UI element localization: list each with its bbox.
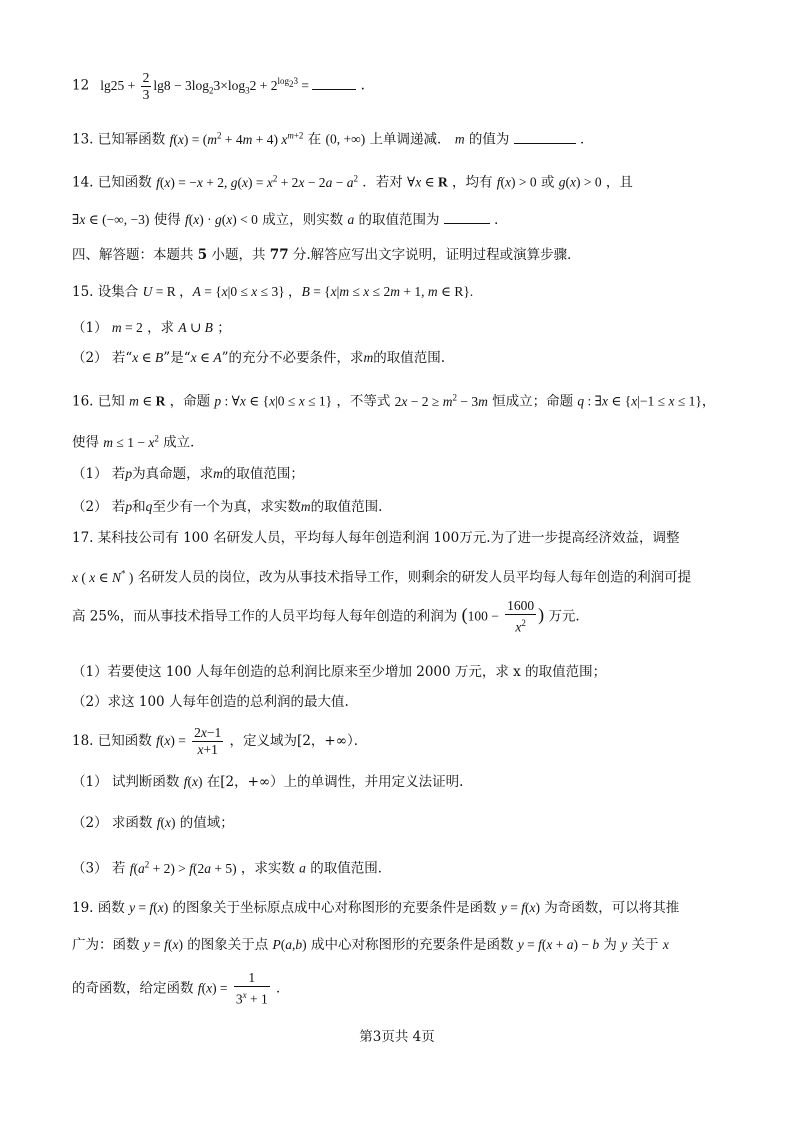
question-17-part1: （1）若要使这 100 人每年创造的总利润比原来至少增加 2000 万元，求 x 的取值范围； bbox=[72, 664, 607, 680]
question-15: 15. 设集合 U = R ，A = {x|0 ≤ x ≤ 3} ，B = {x|m ≤ x ≤ 2m + 1, m ∈ R}. bbox=[72, 284, 474, 300]
question-12: 12 lg25 + $\frac{2}{3}$ $\lg 8 - 3\log_23\times\log_32 + 2^{log_23}$ = . bbox=[72, 70, 365, 102]
question-19-line3: 的奇函数，给定函数 f(x) = $\frac{1}{3^x + 1}$ ． bbox=[72, 970, 290, 1007]
question-14-line2: ∃x ∈ (−∞, −3) 使得 f(x) · g(x) < 0 成立，则实数 a 的取值范围为 ． bbox=[72, 212, 508, 228]
question-16-part2: （2） 若p和q至少有一个为真，求实数m的取值范围. bbox=[72, 499, 383, 515]
question-17-line1: 17. 某科技公司有 100 名研发人员，平均每人每年创造利润 100万元.为了进一步提高经济效益，调整 bbox=[72, 530, 680, 546]
question-16-part1: （1） 若p为真命题，求m的取值范围； bbox=[72, 466, 304, 482]
q13-function: $f(x) = (m^2 + 4m + 4)$ $x^{m+2}$ bbox=[169, 130, 304, 147]
page-footer: 第3页共 4页 bbox=[359, 1029, 435, 1045]
question-19-line2: 广为：函数 y = f(x) 的图象关于点 P(a,b) 成中心对称图形的充要条件是函数 y = f(x + a) − b 为 y 关于 x bbox=[72, 937, 669, 953]
question-18-part1: （1） 试判断函数 f(x) 在[2，+∞）上的单调性，并用定义法证明. bbox=[72, 774, 464, 790]
question-17-part2: （2）求这 100 人每年创造的总利润的最大值. bbox=[72, 694, 349, 710]
answer-blank[interactable] bbox=[312, 77, 356, 90]
question-18-part2: （2） 求函数 f(x) 的值域； bbox=[72, 815, 234, 831]
question-13: 13. 已知幂函数 $f(x) = (m^2 + 4m + 4)$ $x^{m+2}$ 在 (0, +∞) 上单调递减． m 的值为 ． bbox=[72, 130, 594, 148]
question-18-part3: （3） 若 $f(a^2 + 2) > f(2a + 5)$ ，求实数 a 的取值范围． bbox=[72, 859, 392, 877]
question-18: 18. 已知函数 f(x) = $\frac{2x-1}{x+1}$ ，定义域为[2，+∞）． bbox=[72, 725, 368, 757]
answer-blank[interactable] bbox=[514, 131, 576, 144]
question-17-line3: 高 25%，而从事技术指导工作的人员平均每人每年创造的利润为 (100 − $\frac{1600}{x^2}$ ) 万元. bbox=[72, 598, 580, 635]
question-16-line2: 使得 $m \le 1 - x^2$ 成立． bbox=[72, 433, 204, 451]
question-16-line1: 16. 已知 m ∈ R ，命题 p : ∀x ∈ {x|0 ≤ x ≤ 1} ，不等式 $2x - 2 \ge m^2 - 3m$ 恒成立；命题 q : ∃x ∈ {x|−1 ≤ x ≤ 1}， bbox=[72, 392, 716, 410]
question-15-part1: （1） m = 2 ，求 A ∪ B ； bbox=[72, 320, 231, 336]
answer-blank[interactable] bbox=[444, 211, 490, 224]
question-14-line1: 14. 已知函数 f(x) = −x + 2, $g(x) = x^2 + 2x - 2a - a^2$ ．若对 ∀x ∈ R ，均有 f(x) > 0 或 g(x) > 0 ，且 bbox=[72, 173, 633, 191]
question-19-line1: 19. 函数 y = f(x) 的图象关于坐标原点成中心对称图形的充要条件是函数 y = f(x) 为奇函数，可以将其推 bbox=[72, 900, 680, 916]
question-15-part2: （2） 若“x ∈ B”是“x ∈ A”的充分不必要条件，求m的取值范围. bbox=[72, 350, 446, 366]
q12-expression: lg25 + $\frac{2}{3}$ $\lg 8 - 3\log_23\times\log_32 + 2^{log_23}$ = bbox=[93, 70, 313, 102]
section-heading: 四、解答题：本题共 5 小题，共 77 分.解答应写出文字说明，证明过程或演算步骤． bbox=[72, 247, 581, 263]
question-17-line2: x ( x ∈ N* ) 名研发人员的岗位，改为从事技术指导工作，则剩余的研发人员平均每人每年创造的利润可提 bbox=[72, 568, 692, 586]
q17-fraction-expression: ( bbox=[461, 604, 468, 625]
